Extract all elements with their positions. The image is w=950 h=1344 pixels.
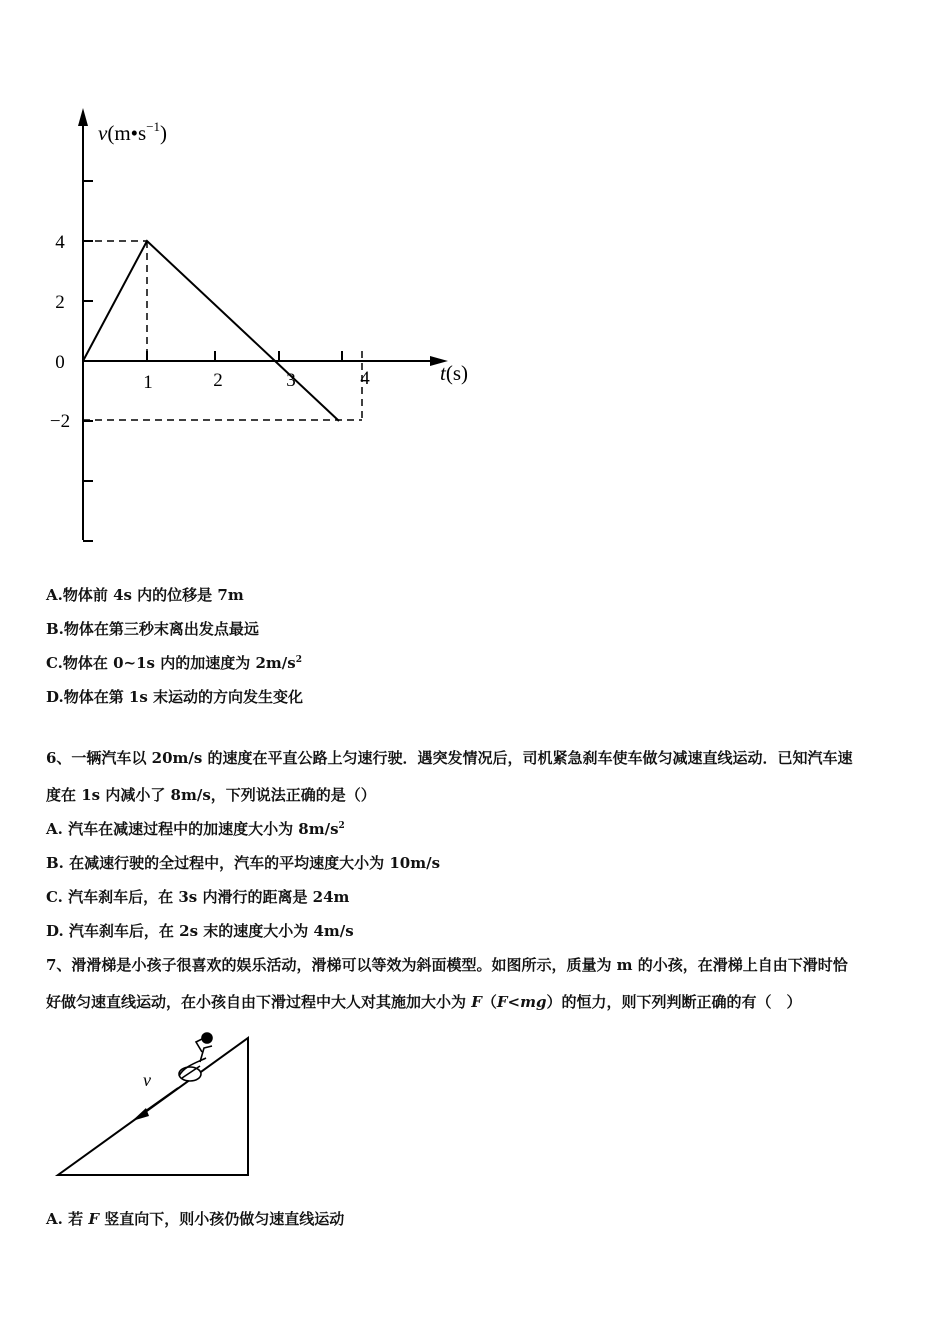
q5-option-c-exp: 2 xyxy=(295,655,302,665)
x-tick-label-4: 4 xyxy=(360,368,370,389)
q6-option-c: C. 汽车刹车后，在 3s 内滑行的距离是 24m xyxy=(46,888,350,906)
x-tick-label-3: 3 xyxy=(286,370,296,391)
q7-stem-line1: 7、滑滑梯是小孩子很喜欢的娱乐活动，滑梯可以等效为斜面模型。如图所示，质量为 m 的小孩，在滑梯上自由下滑时恰 xyxy=(46,956,848,974)
slide-incline-figure xyxy=(52,1030,262,1180)
y-tick-label-2: 2 xyxy=(55,292,65,313)
q6-option-a-text: A. 汽车在减速过程中的加速度大小为 8m/s xyxy=(46,820,339,838)
q6-stem-line2: 度在 1s 内减小了 8m/s，下列说法正确的是（） xyxy=(46,786,376,804)
q6-option-d: D. 汽车刹车后，在 2s 末的速度大小为 4m/s xyxy=(46,922,354,940)
x-tick-label-2: 2 xyxy=(213,370,223,391)
q7-option-a: A. 若 F 竖直向下，则小孩仍做匀速直线运动 xyxy=(46,1210,345,1228)
q6-option-a-exp: 2 xyxy=(338,821,345,831)
q5-option-b: B.物体在第三秒末离出发点最远 xyxy=(46,620,259,638)
velocity-line xyxy=(83,241,339,421)
q5-option-c-text: C.物体在 0~1s 内的加速度为 2m/s xyxy=(46,654,296,672)
q5-option-c xyxy=(46,652,302,673)
y-tick-label-neg2: −2 xyxy=(49,411,71,432)
x-tick-label-1: 1 xyxy=(143,372,153,393)
q5-option-a: A.物体前 4s 内的位移是 7m xyxy=(46,586,244,604)
x-ticks xyxy=(147,351,342,361)
y-tick-label-0: 0 xyxy=(55,352,65,373)
y-axis-label: $v(m•s^{-1})$ xyxy=(98,119,168,145)
y-tick-label-4: 4 xyxy=(55,232,65,253)
q5-option-d: D.物体在第 1s 末运动的方向发生变化 xyxy=(46,688,304,706)
x-axis-label: t(s) xyxy=(440,361,469,385)
child-icon xyxy=(179,1033,212,1081)
y-axis-arrow xyxy=(78,108,88,126)
q6-option-b: B. 在减速行驶的全过程中，汽车的平均速度大小为 10m/s xyxy=(46,854,441,872)
velocity-label: v xyxy=(143,1070,151,1090)
q6-option-a xyxy=(46,818,345,839)
velocity-time-graph xyxy=(40,100,500,560)
q6-stem-line1: 6、一辆汽车以 20m/s 的速度在平直公路上匀速行驶．遇突发情况后，司机紧急刹车使车做匀减速直线运动．已知汽车速 xyxy=(46,749,853,767)
velocity-arrowhead xyxy=(132,1108,149,1121)
q7-stem-line2: 好做匀速直线运动，在小孩自由下滑过程中大人对其施加大小为 F（F<mg）的恒力，则下列判断正确的有（ ） xyxy=(46,993,802,1011)
